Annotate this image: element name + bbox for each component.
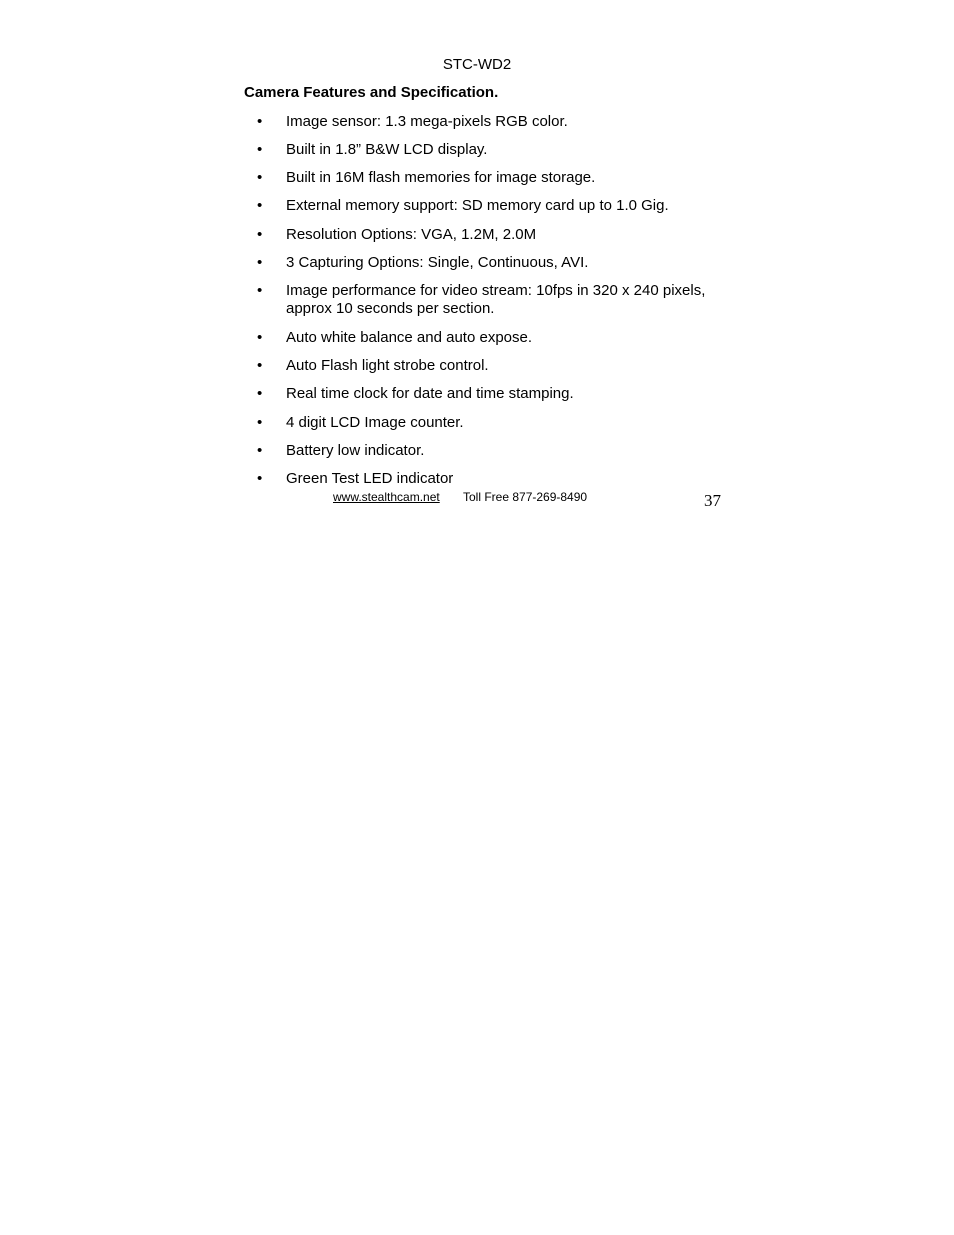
- feature-text: Auto Flash light strobe control.: [286, 357, 489, 374]
- bullet-icon: •: [257, 385, 263, 402]
- toll-free-phone: Toll Free 877-269-8490: [463, 490, 588, 504]
- feature-text: Real time clock for date and time stamping.: [286, 385, 574, 402]
- bullet-icon: •: [257, 169, 263, 186]
- feature-text: Image performance for video stream: 10fps in 320 x 240 pixels, approx 10 seconds per section.: [286, 282, 706, 317]
- bullet-icon: •: [257, 141, 263, 158]
- document-model-header: STC-WD2: [442, 56, 512, 73]
- feature-text: 4 digit LCD Image counter.: [286, 414, 464, 431]
- bullet-icon: •: [257, 357, 263, 374]
- feature-text: Green Test LED indicator: [286, 470, 454, 487]
- bullet-icon: •: [257, 329, 263, 346]
- feature-text: 3 Capturing Options: Single, Continuous, AVI.: [286, 254, 589, 271]
- bullet-icon: •: [257, 197, 263, 214]
- bullet-icon: •: [257, 254, 263, 271]
- feature-text: Built in 16M flash memories for image storage.: [286, 169, 596, 186]
- feature-text: External memory support: SD memory card up to 1.0 Gig.: [286, 197, 669, 214]
- feature-text: Built in 1.8” B&W LCD display.: [286, 141, 488, 158]
- bullet-icon: •: [257, 470, 263, 487]
- website-link[interactable]: www.stealthcam.net: [333, 490, 440, 504]
- bullet-icon: •: [257, 442, 263, 459]
- feature-text: Battery low indicator.: [286, 442, 425, 459]
- bullet-icon: •: [257, 226, 263, 243]
- feature-text: Auto white balance and auto expose.: [286, 329, 533, 346]
- feature-text: Image sensor: 1.3 mega-pixels RGB color.: [286, 113, 568, 130]
- bullet-icon: •: [257, 282, 263, 299]
- page-number: 37: [704, 491, 721, 510]
- bullet-icon: •: [257, 414, 263, 431]
- section-title: Camera Features and Specification.: [244, 84, 499, 101]
- feature-text: Resolution Options: VGA, 1.2M, 2.0M: [286, 226, 537, 243]
- bullet-icon: •: [257, 113, 263, 130]
